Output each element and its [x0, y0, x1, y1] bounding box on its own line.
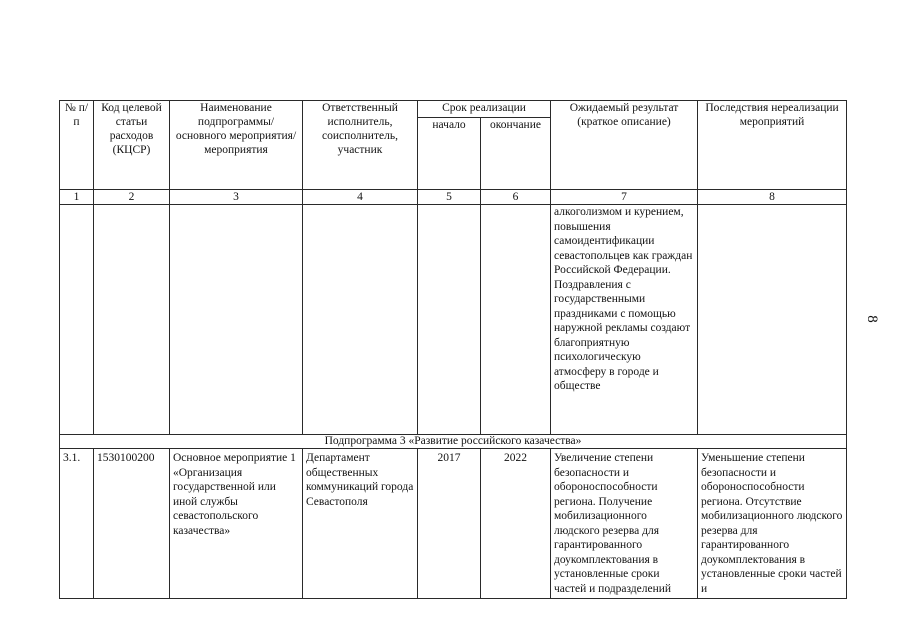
empty-cell	[170, 205, 303, 435]
header-col-name: Наименование подпрограммы/ основного мероприятия/ мероприятия	[170, 101, 303, 190]
row-end-year: 2022	[481, 449, 551, 599]
empty-cell	[481, 205, 551, 435]
column-numbers-row	[60, 190, 847, 205]
subprogram-row	[60, 435, 847, 449]
column-number: 4	[303, 190, 418, 205]
row-result: Увеличение степени безопасности и обороноспособности региона. Получение мобилизационного людского резерва для гарантированного доукомплектования в установленные сроки частей и подразделений	[551, 449, 698, 599]
empty-cell	[303, 205, 418, 435]
header-row	[60, 101, 847, 118]
column-number: 7	[551, 190, 698, 205]
row-responsible: Департамент общественных коммуникаций города Севастополя	[303, 449, 418, 599]
empty-cell	[698, 205, 847, 435]
header-col-result: Ожидаемый результат (краткое описание)	[551, 101, 698, 190]
column-number: 2	[94, 190, 170, 205]
row-name: Основное мероприятие 1 «Организация государственной или иной службы севастопольского казачества»	[170, 449, 303, 599]
column-number: 6	[481, 190, 551, 205]
header-col-num: № п/п	[60, 101, 94, 190]
row-num: 3.1.	[60, 449, 94, 599]
subprogram-title: Подпрограмма 3 «Развитие российского казачества»	[60, 435, 847, 449]
header-col-responsible: Ответственный исполнитель, соисполнитель, участник	[303, 101, 418, 190]
header-col-term-group: Срок реализации	[418, 101, 551, 118]
program-table	[59, 100, 847, 599]
column-number: 8	[698, 190, 847, 205]
empty-cell	[94, 205, 170, 435]
column-number: 1	[60, 190, 94, 205]
empty-cell	[60, 205, 94, 435]
column-number: 5	[418, 190, 481, 205]
column-number: 3	[170, 190, 303, 205]
header-col-end: окончание	[481, 118, 551, 190]
header-col-consequences: Последствия нереализации мероприятий	[698, 101, 847, 190]
page-number: 8	[864, 315, 880, 323]
continuation-row	[60, 205, 847, 435]
continuation-result-text: алкоголизмом и курением, повышения самоидентификации севастопольцев как граждан Российской Федерации. Поздравления с государственными праздниками с помощью наружной рекламы создают благоприятную психологическую атмосферу в городе и обществе	[551, 205, 698, 435]
header-col-code: Код целевой статьи расходов (КЦСР)	[94, 101, 170, 190]
row-code: 1530100200	[94, 449, 170, 599]
empty-cell	[418, 205, 481, 435]
table-row	[60, 449, 847, 599]
header-col-start: начало	[418, 118, 481, 190]
row-start-year: 2017	[418, 449, 481, 599]
row-consequences: Уменьшение степени безопасности и обороноспособности региона. Отсутствие мобилизационного людского резерва для гарантированного доукомплектования в установленные сроки частей и	[698, 449, 847, 599]
